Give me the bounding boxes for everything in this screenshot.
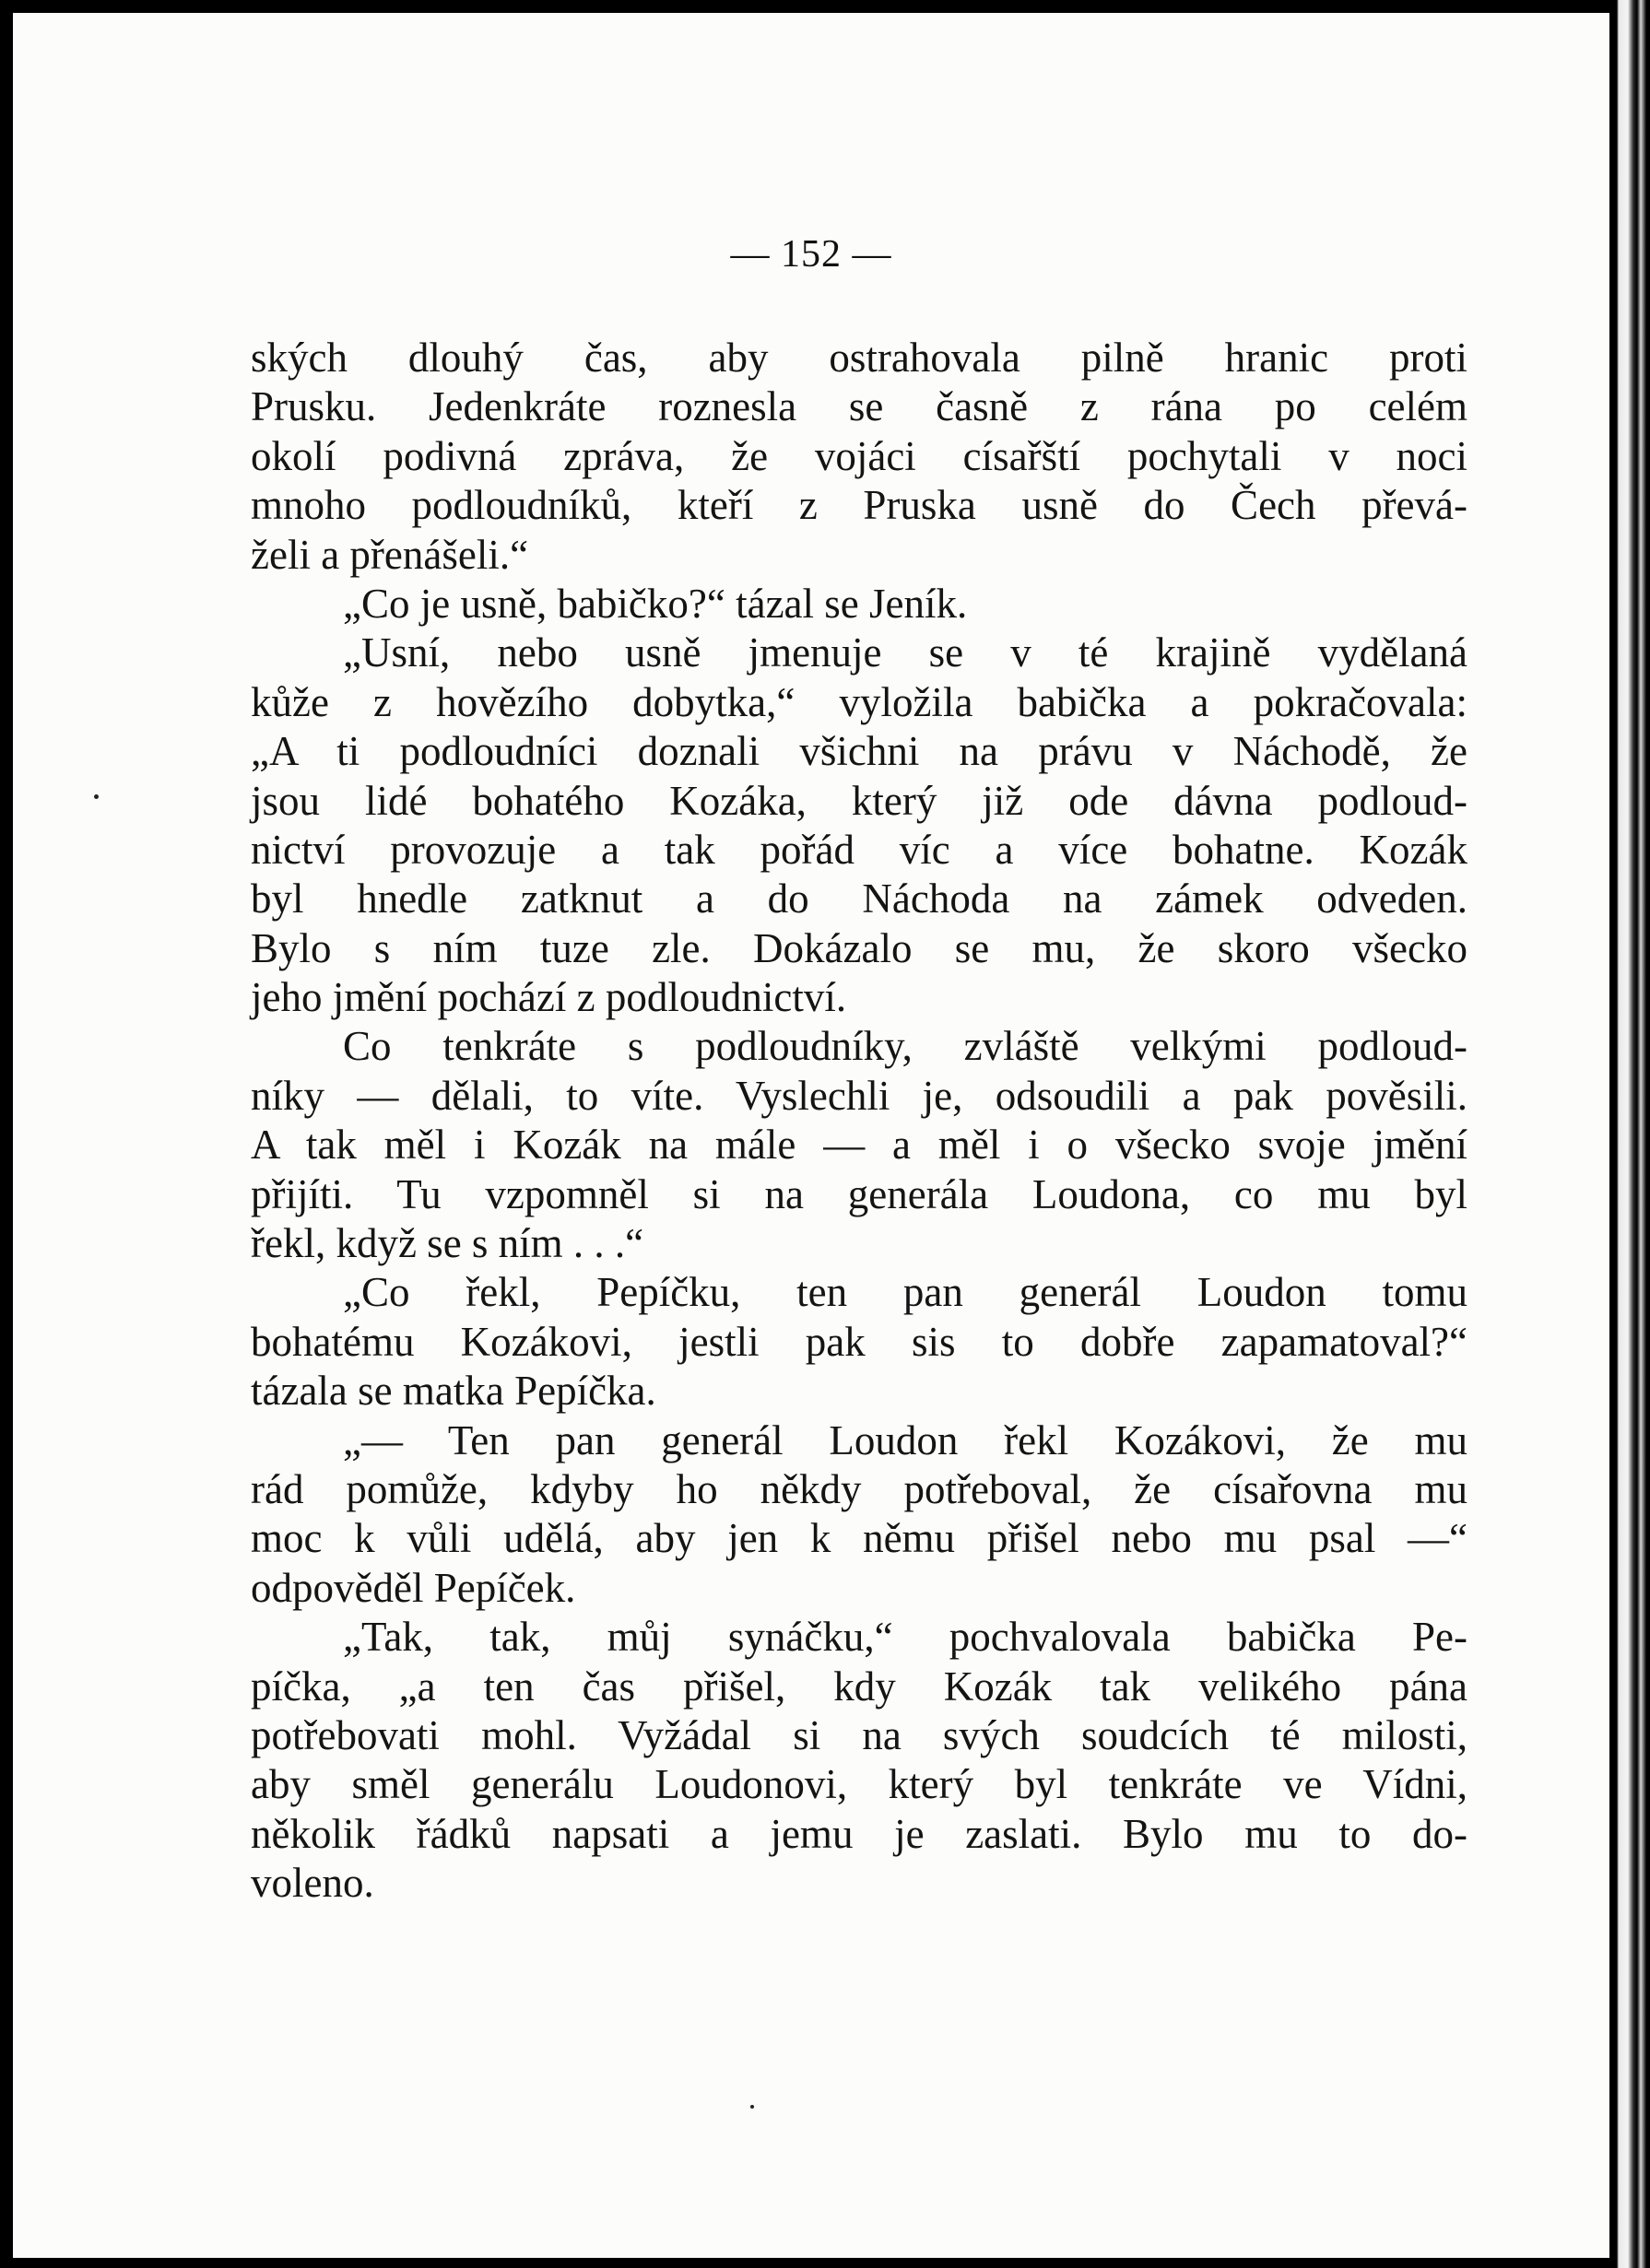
text-line: Co tenkráte s podloudníky, zvláště velkými podloud-: [343, 1023, 1467, 1070]
text-line: rád pomůže, kdyby ho někdy potřeboval, že císařovna mu: [251, 1465, 1467, 1512]
page-number: — 152 —: [730, 233, 892, 276]
text-line: „Usní, nebo usně jmenuje se v té krajině vydělaná: [343, 629, 1467, 676]
text-line: aby směl generálu Loudonovi, který byl tenkráte ve Vídni,: [251, 1761, 1467, 1808]
text-line: přijíti. Tu vzpomněl si na generála Loudona, co mu byl: [251, 1170, 1467, 1217]
text-line: okolí podivná zpráva, že vojáci císařští pochytali v noci: [251, 432, 1467, 479]
text-line: moc k vůli udělá, aby jen k němu přišel nebo mu psal —“: [251, 1515, 1467, 1562]
text-line: Prusku. Jedenkráte roznesla se časně z rána po celém: [251, 383, 1467, 430]
body-text: [251, 334, 1467, 1909]
book-spine-edge: [1609, 0, 1650, 2268]
text-line: několik řádků napsati a jemu je zaslati. Bylo mu to do-: [251, 1810, 1467, 1857]
text-line: byl hnedle zatknut a do Náchoda na zámek odveden.: [251, 875, 1467, 922]
text-line: píčka, „a ten čas přišel, kdy Kozák tak velikého pána: [251, 1663, 1467, 1710]
text-line: voleno.: [251, 1860, 374, 1907]
text-line: „Tak, tak, můj synáčku,“ pochvalovala babička Pe-: [343, 1614, 1467, 1661]
paper-speck: [94, 794, 99, 799]
text-line: potřebovati mohl. Vyžádal si na svých soudcích té milosti,: [251, 1711, 1467, 1758]
text-line: „Co je usně, babičko?“ tázal se Jeník.: [343, 580, 968, 627]
text-line: tázala se matka Pepíčka.: [251, 1368, 656, 1415]
text-line: „— Ten pan generál Loudon řekl Kozákovi, že mu: [343, 1416, 1467, 1463]
text-line: ských dlouhý čas, aby ostrahovala pilně hranic proti: [251, 335, 1467, 381]
text-line: „Co řekl, Pepíčku, ten pan generál Loudon tomu: [343, 1269, 1467, 1316]
text-line: nictví provozuje a tak pořád víc a více bohatne. Kozák: [251, 826, 1467, 873]
text-line: níky — dělali, to víte. Vyslechli je, odsoudili a pak pověsili.: [251, 1072, 1467, 1119]
text-line: „A ti podloudníci doznali všichni na právu v Náchodě, že: [251, 728, 1467, 775]
text-line: mnoho podloudníků, kteří z Pruska usně do Čech převá-: [251, 482, 1467, 529]
text-line: jsou lidé bohatého Kozáka, který již ode dávna podloud-: [251, 777, 1467, 824]
text-line: odpověděl Pepíček.: [251, 1564, 576, 1611]
text-line: jeho jmění pochází z podloudnictví.: [251, 974, 847, 1021]
text-line: kůže z hovězího dobytka,“ vyložila babička a pokračovala:: [251, 678, 1467, 725]
book-page: [13, 13, 1609, 2258]
text-line: bohatému Kozákovi, jestli pak sis to dobře zapamatoval?“: [251, 1318, 1467, 1365]
paper-speck: [750, 2105, 754, 2109]
text-line: A tak měl i Kozák na mále — a měl i o všecko svoje jmění: [251, 1122, 1467, 1169]
text-line: Bylo s ním tuze zle. Dokázalo se mu, že skoro všecko: [251, 924, 1467, 971]
text-line: řekl, když se s ním . . .“: [251, 1220, 644, 1267]
text-line: želi a přenášeli.“: [251, 531, 529, 578]
